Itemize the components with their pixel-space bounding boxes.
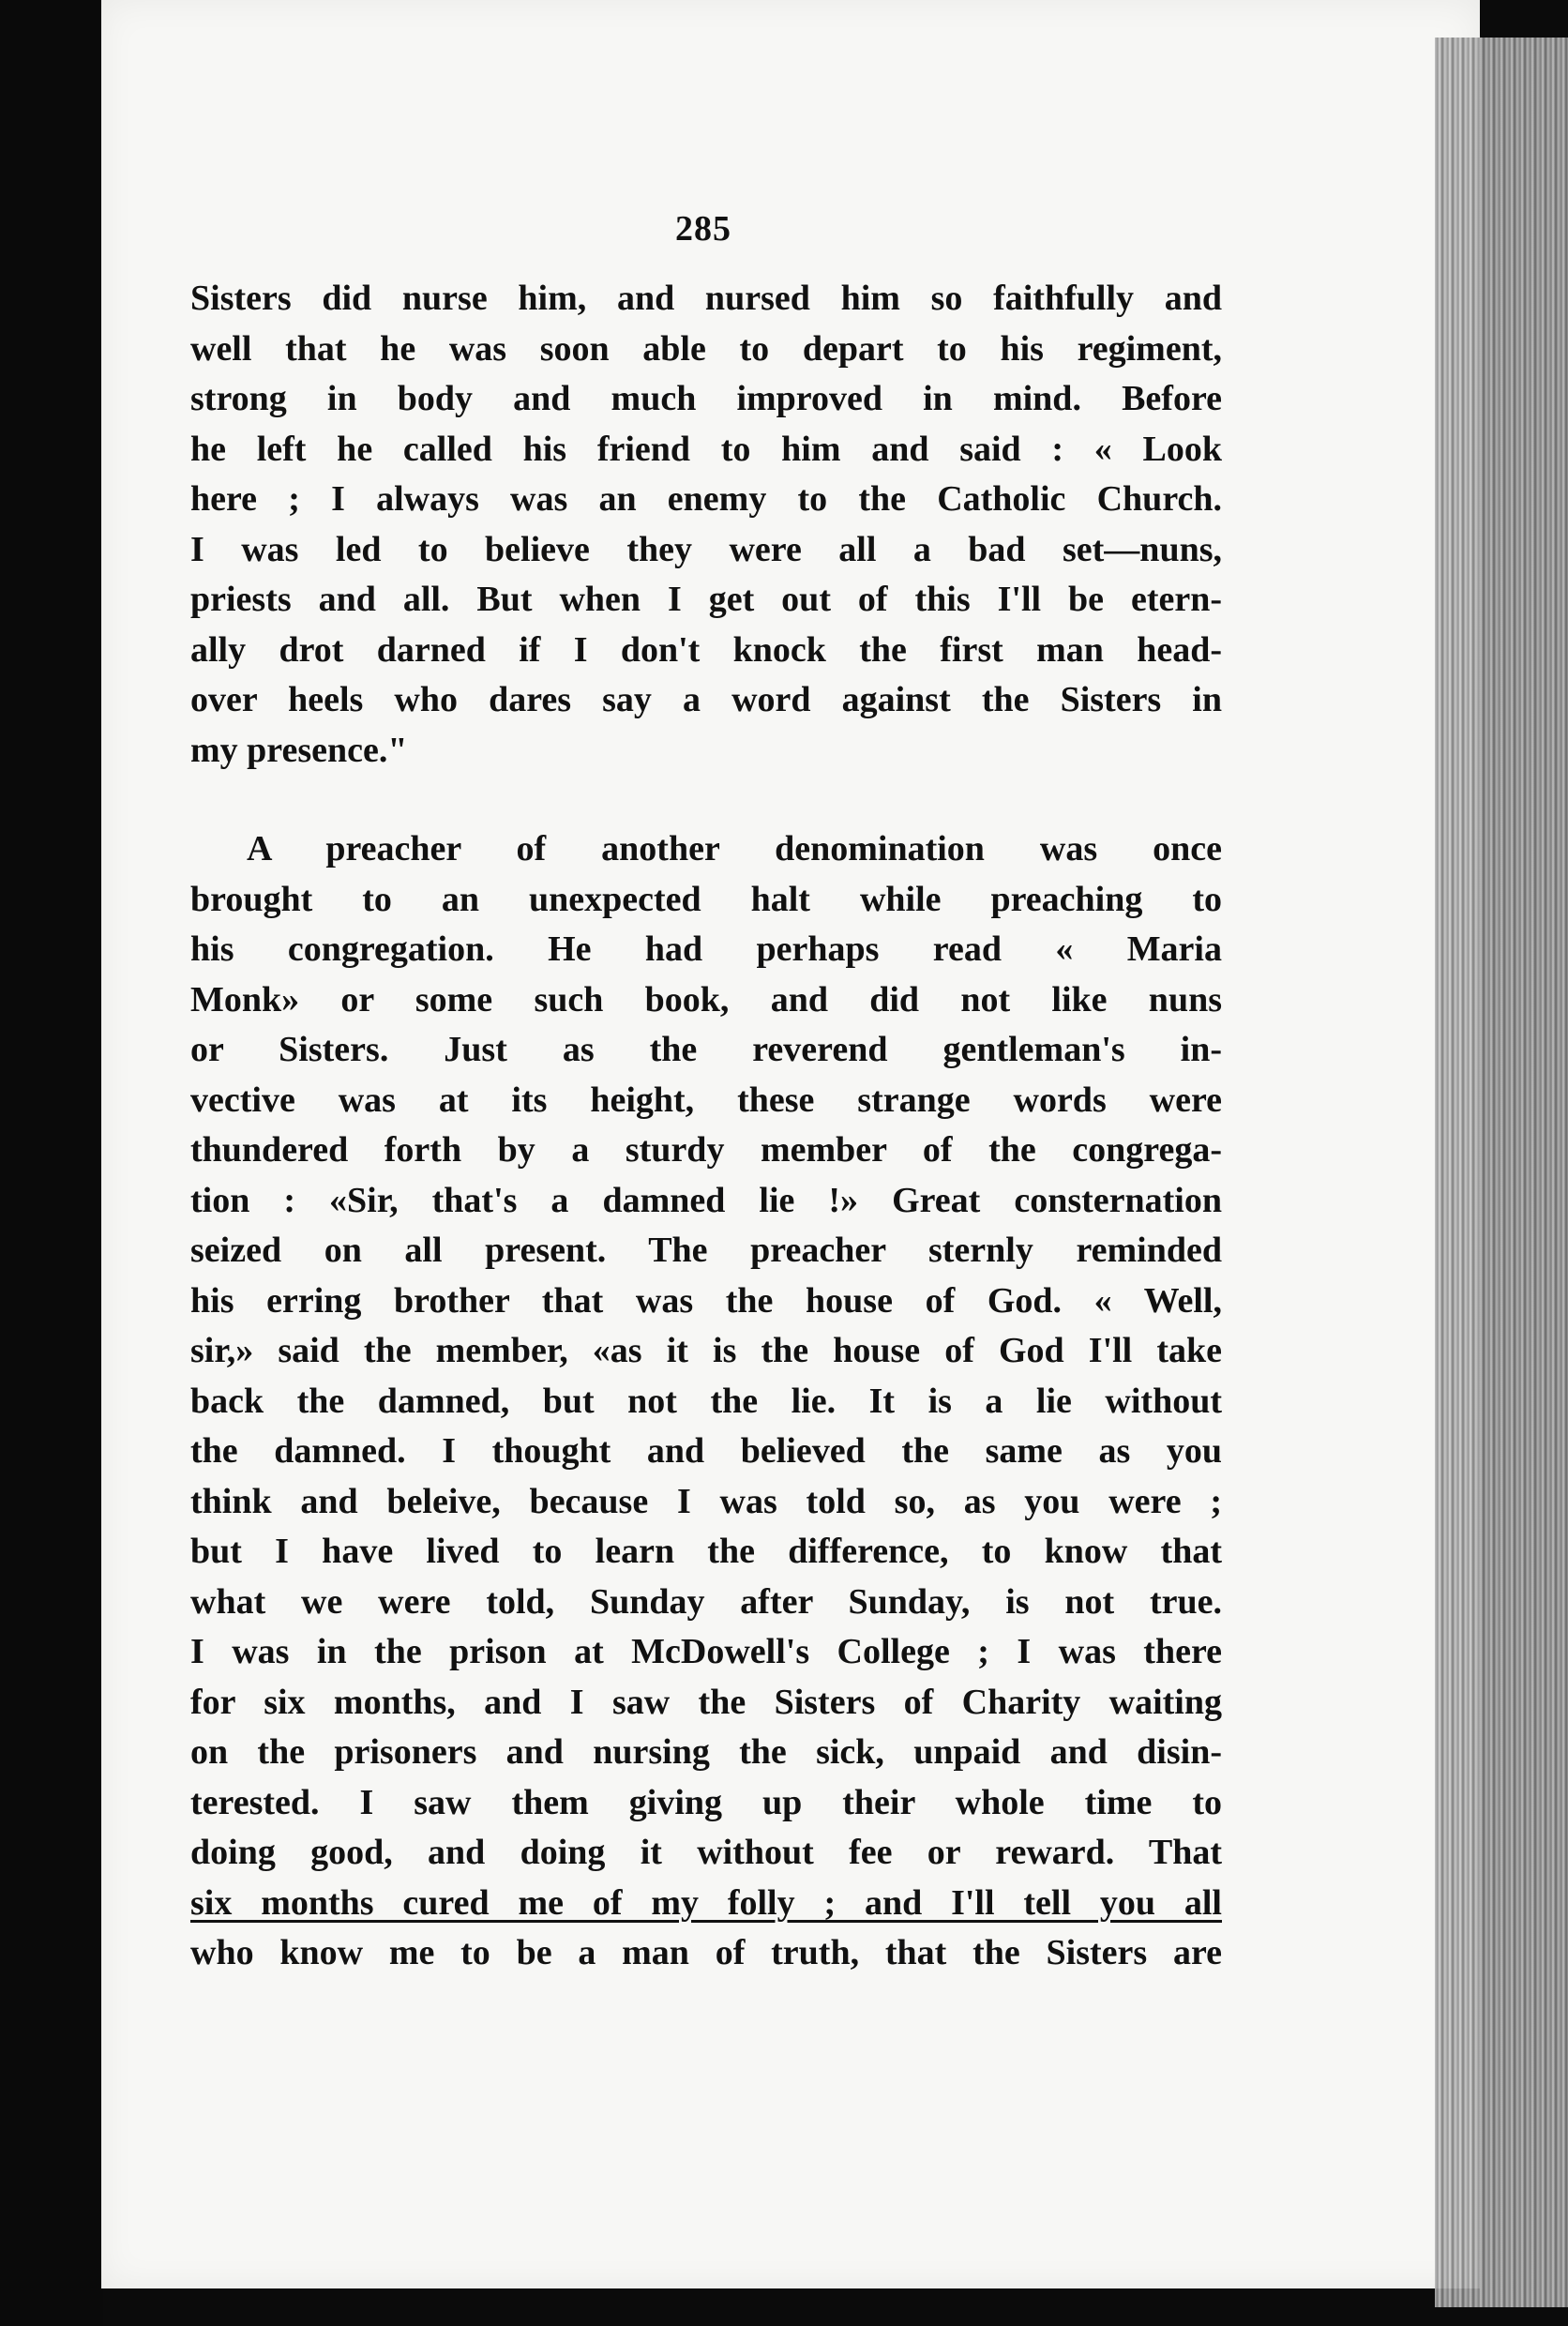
text-line: vective was at its height, these strange words were xyxy=(190,1080,1222,1120)
text-line: but I have lived to learn the difference, to know that xyxy=(190,1532,1222,1571)
text-line: the damned. I thought and believed the same as you xyxy=(190,1431,1222,1471)
text-line: over heels who dares say a word against the Sisters in xyxy=(190,680,1222,719)
page-number: 285 xyxy=(675,209,731,249)
paragraph-spacer xyxy=(190,776,1222,824)
text-line: think and beleive, because I was told so, as you were ; xyxy=(190,1481,1222,1521)
text-line: I was in the prison at McDowell's College ; I was there xyxy=(190,1632,1222,1671)
paragraph-1 xyxy=(190,274,1222,776)
book-gutter xyxy=(0,0,103,2326)
text-line: my presence." xyxy=(190,730,408,770)
text-line: for six months, and I saw the Sisters of Charity waiting xyxy=(190,1682,1222,1722)
text-line: back the damned, but not the lie. It is a lie without xyxy=(190,1381,1222,1421)
text-line: his congregation. He had perhaps read « Maria xyxy=(190,929,1222,969)
text-line: here ; I always was an enemy to the Catholic Church. xyxy=(190,479,1222,519)
text-line: well that he was soon able to depart to his regiment, xyxy=(190,328,1222,369)
text-line: seized on all present. The preacher sternly reminded xyxy=(190,1231,1222,1270)
text-line: I was led to believe they were all a bad set—nuns, xyxy=(190,529,1222,569)
text-line: or Sisters. Just as the reverend gentleman's in- xyxy=(190,1030,1222,1069)
text-line: ally drot darned if I don't knock the first man head- xyxy=(190,629,1222,670)
text-line: doing good, and doing it without fee or reward. That xyxy=(190,1833,1222,1872)
text-line: thundered forth by a sturdy member of the congrega- xyxy=(190,1130,1222,1170)
text-line: terested. I saw them giving up their whole time to xyxy=(190,1782,1222,1822)
page-edges xyxy=(1435,38,1568,2307)
text-line: brought to an unexpected halt while preaching to xyxy=(190,879,1222,919)
page-text xyxy=(190,274,1222,1979)
text-line: Monk» or some such book, and did not like nuns xyxy=(190,979,1222,1020)
text-line: on the prisoners and nursing the sick, unpaid and disin- xyxy=(190,1732,1222,1772)
text-line: priests and all. But when I get out of this I'll be etern- xyxy=(190,580,1222,619)
text-line: who know me to be a man of truth, that the Sisters are xyxy=(190,1933,1222,1972)
text-line: his erring brother that was the house of God. « Well, xyxy=(190,1280,1222,1321)
underlined-text-line: six months cured me of my folly ; and I'll tell you all xyxy=(190,1882,1222,1923)
text-line: sir,» said the member, «as it is the house of God I'll take xyxy=(190,1331,1222,1370)
text-line: what we were told, Sunday after Sunday, is not true. xyxy=(190,1581,1222,1622)
text-line: Sisters did nurse him, and nursed him so faithfully and xyxy=(190,279,1222,318)
text-line: strong in body and much improved in mind. Before xyxy=(190,379,1222,418)
text-line: A preacher of another denomination was once xyxy=(247,829,1222,868)
text-line: tion : «Sir, that's a damned lie !» Great consternation xyxy=(190,1180,1222,1220)
text-line: he left he called his friend to him and said : « Look xyxy=(190,429,1222,469)
paragraph-2 xyxy=(190,824,1222,1979)
